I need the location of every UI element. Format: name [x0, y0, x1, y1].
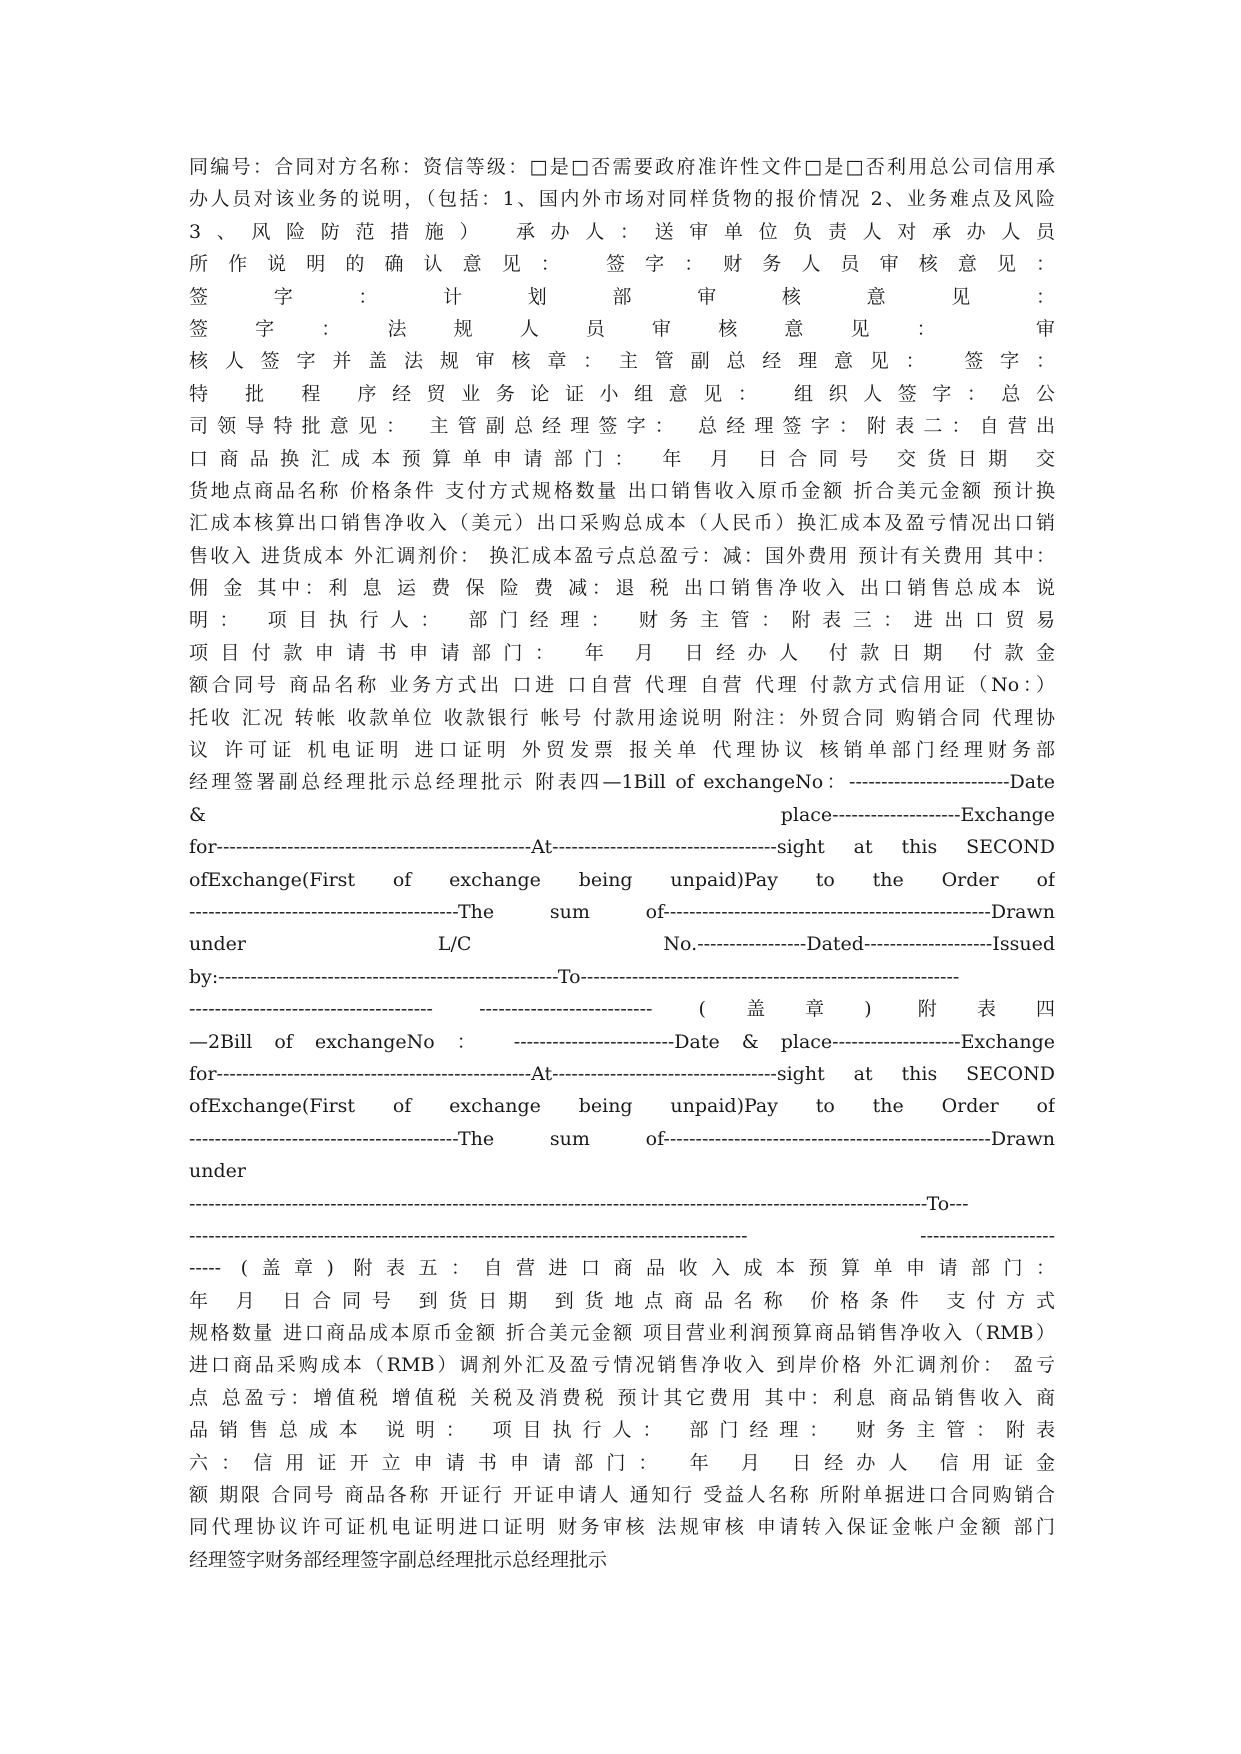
text-line: 所作说明的确认意见： 签字：财务人员审核意见： — [189, 253, 1055, 276]
text-line: 托收 汇况 转帐 收款单位 收款银行 帐号 付款用途说明 附注：外贸合同 购销合同 代理协 — [189, 706, 1055, 729]
text-line: 明： 项目执行人： 部门经理： 财务主管：附表三：进出口贸易 — [189, 609, 1055, 632]
text-line: —2Bill of exchangeNo ： -------------------------Date & place--------------------Exchange — [189, 1030, 1055, 1053]
text-line: ------------------------------------------The sum of---------------------------------------------------Drawn — [189, 1127, 1055, 1150]
text-line: --------------------------------------------------------------------------------------- --------------------- — [189, 1224, 1055, 1247]
text-line: ------------------------------------------The sum of---------------------------------------------------Drawn — [189, 900, 1055, 923]
text-line: 额 期限 合同号 商品各称 开证行 开证申请人 通知行 受益人名称 所附单据进口合同购销合 — [189, 1484, 1055, 1507]
text-line: 点 总盈亏：增值税 增值税 关税及消费税 预计其它费用 其中：利息 商品销售收入 商 — [189, 1386, 1055, 1409]
text-line: for-------------------------------------------------At-----------------------------------sight at this SECOND — [189, 1062, 1055, 1085]
text-line: 核人签字并盖法规审核章：主管副总经理意见： 签字： — [189, 350, 1055, 373]
text-line: 项目付款申请书申请部门： 年 月 日经办人 付款日期 付款金 — [189, 641, 1055, 664]
text-line: ofExchange(First of exchange being unpaid)Pay to the Order of — [189, 1095, 1055, 1118]
text-line: 经理签字财务部经理签字副总经理批示总经理批示 — [189, 1548, 608, 1571]
text-line: 额合同号 商品名称 业务方式出 口进 口自营 代理 自营 代理 付款方式信用证（No：） — [189, 674, 1055, 697]
text-line: 口商品换汇成本预算单申请部门： 年 月 日合同号 交货日期 交 — [189, 447, 1055, 470]
text-line: -------------------------------------------------------------------------------------------------------------------To--- — [189, 1192, 969, 1215]
text-line: for-------------------------------------------------At-----------------------------------sight at this SECOND — [189, 836, 1055, 859]
text-line: 货地点商品名称 价格条件 支付方式规格数量 出口销售收入原币金额 折合美元金额 预计换 — [189, 479, 1055, 502]
text-line: -------------------------------------- --------------------------- (盖章) 附表四 — [189, 998, 1055, 1021]
text-line: 3、风险防范措施） 承办人：送审单位负责人对承办人员 — [189, 220, 1055, 243]
text-line: 签 字 ： 计 划 部 审 核 意 见 ： — [189, 285, 1055, 308]
document-body — [189, 151, 1055, 1576]
text-line: 规格数量 进口商品成本原币金额 折合美元金额 项目营业利润预算商品销售净收入（RMB） — [189, 1322, 1055, 1345]
text-line: ----- (盖章) 附表五：自营进口商品收入成本预算单申请部门： — [189, 1257, 1055, 1280]
text-line: 同编号：合同对方名称：资信等级：□是□否需要政府准许性文件□是□否利用总公司信用承 — [189, 156, 1055, 178]
text-line: 签字：法规人员审核意见： 审 — [189, 317, 1055, 340]
text-line: & place--------------------Exchange — [189, 803, 1055, 826]
text-line: 年 月 日合同号 到货日期 到货地点商品名称 价格条件 支付方式 — [189, 1289, 1055, 1312]
text-line: 议 许可证 机电证明 进口证明 外贸发票 报关单 代理协议 核销单部门经理财务部 — [189, 739, 1055, 762]
text-line: 佣 金 其中：利 息 运 费 保 险 费 减：退 税 出口销售净收入 出口销售总成本 说 — [189, 577, 1055, 600]
text-line: 六：信用证开立申请书申请部门： 年 月 日经办人 信用证金 — [189, 1451, 1055, 1474]
text-line: under L/C No.-----------------Dated--------------------Issued — [189, 933, 1055, 956]
text-line: 进口商品采购成本（RMB）调剂外汇及盈亏情况销售净收入 到岸价格 外汇调剂价： 盈亏 — [189, 1354, 1055, 1377]
text-line: 品销售总成本 说明： 项目执行人： 部门经理： 财务主管：附表 — [189, 1419, 1055, 1442]
text-line: 办人员对该业务的说明，（包括：1、国内外市场对同样货物的报价情况 2、业务难点及风险 — [189, 188, 1055, 211]
text-line: 售收入 进货成本 外汇调剂价： 换汇成本盈亏点总盈亏：减：国外费用 预计有关费用 其中： — [189, 544, 1055, 567]
text-line: 经理签署副总经理批示总经理批示 附表四—1Bill of exchangeNo：-------------------------Date — [189, 771, 1055, 794]
text-line: ofExchange(First of exchange being unpaid)Pay to the Order of — [189, 868, 1055, 891]
text-line: under — [189, 1160, 246, 1183]
text-line: by:-----------------------------------------------------To----------------------------------------------------------- — [189, 965, 960, 988]
text-line: 司领导特批意见： 主管副总经理签字： 总经理签字：附表二：自营出 — [189, 415, 1055, 438]
text-line: 同代理协议许可证机电证明进口证明 财务审核 法规审核 申请转入保证金帐户金额 部门 — [189, 1516, 1055, 1539]
text-line: 汇成本核算出口销售净收入（美元）出口采购总成本（人民币）换汇成本及盈亏情况出口销 — [189, 512, 1055, 535]
text-line: 特 批 程 序经贸业务论证小组意见： 组织人签字：总公 — [189, 382, 1055, 405]
